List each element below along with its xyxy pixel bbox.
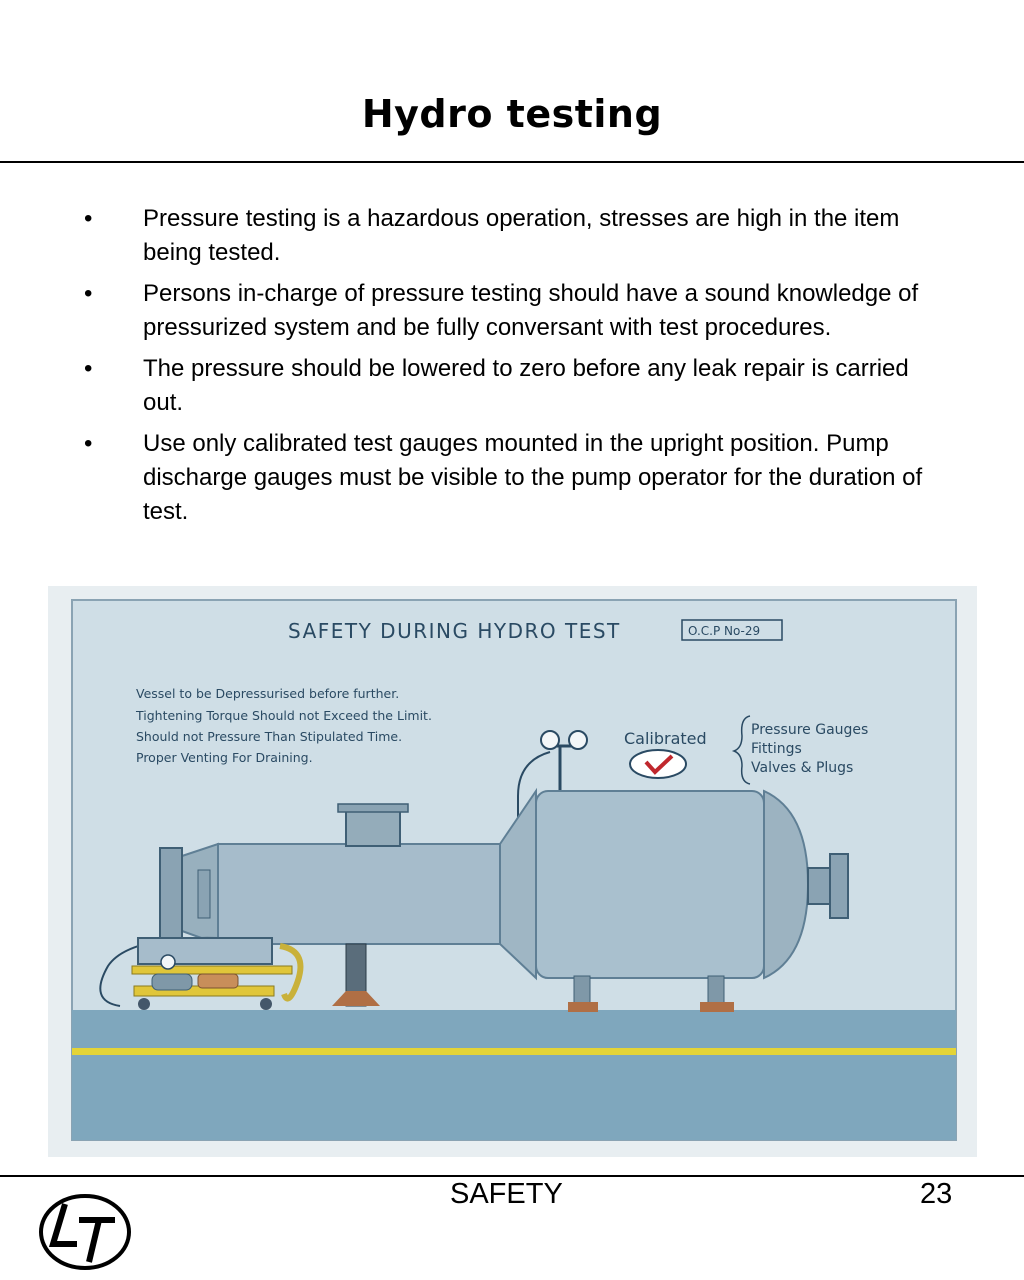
hydro-test-illustration — [48, 586, 977, 1157]
bullet-glyph: • — [84, 280, 93, 307]
pump-tank — [138, 938, 272, 964]
poster-note: Vessel to be Depressurised before further. — [136, 686, 400, 701]
poster-note: Should not Pressure Than Stipulated Time. — [136, 729, 403, 744]
vessel-main-shell — [536, 791, 764, 978]
footer-label: SAFETY — [450, 1178, 563, 1210]
calibrated-item: Fittings — [751, 741, 802, 757]
floor — [72, 1010, 956, 1140]
poster-note: Proper Venting For Draining. — [136, 750, 313, 765]
bullet-item — [84, 352, 954, 420]
gauge-icon — [569, 731, 587, 749]
bullet-text: The pressure should be lowered to zero before any leak repair is carried out. — [143, 355, 909, 416]
gauge-icon — [541, 731, 559, 749]
calibrated-item: Pressure Gauges — [751, 722, 869, 738]
bullet-text: Persons in-charge of pressure testing should have a sound knowledge of pressurized system and be fully conversant with test procedures. — [143, 280, 919, 341]
calibrated-stamp — [630, 750, 686, 778]
slide-title: Hydro testing — [361, 92, 663, 136]
bullet-item — [84, 277, 954, 345]
bullet-item — [84, 427, 954, 529]
flange-left — [160, 848, 182, 938]
floor-stripe — [72, 1048, 956, 1055]
page-number: 23 — [920, 1178, 953, 1210]
lt-logo-icon — [37, 1192, 133, 1272]
footer-divider — [0, 1175, 1024, 1177]
bullet-text: Use only calibrated test gauges mounted in the upright position. Pump discharge gauges must be visible to the pump operator for the duration of test. — [143, 430, 923, 525]
bullet-text: Pressure testing is a hazardous operation, stresses are high in the item being tested. — [143, 205, 900, 266]
title-divider — [0, 161, 1024, 163]
poster-note: Tightening Torque Should not Exceed the Limit. — [136, 708, 432, 723]
nozzle-top — [346, 810, 400, 846]
bullet-glyph: • — [84, 205, 93, 232]
calibrated-item: Valves & Plugs — [751, 760, 854, 776]
flange-right — [830, 854, 848, 918]
bullet-glyph: • — [84, 355, 93, 382]
pump-gauge-icon — [161, 955, 175, 969]
bullet-item — [84, 202, 954, 270]
calibrated-label: Calibrated — [624, 729, 707, 748]
vessel-small-shell — [218, 844, 500, 944]
bullet-glyph: • — [84, 430, 93, 457]
poster-heading: SAFETY DURING HYDRO TEST — [288, 619, 621, 643]
bullet-list — [84, 202, 954, 536]
poster-code: O.C.P No-29 — [688, 624, 761, 638]
